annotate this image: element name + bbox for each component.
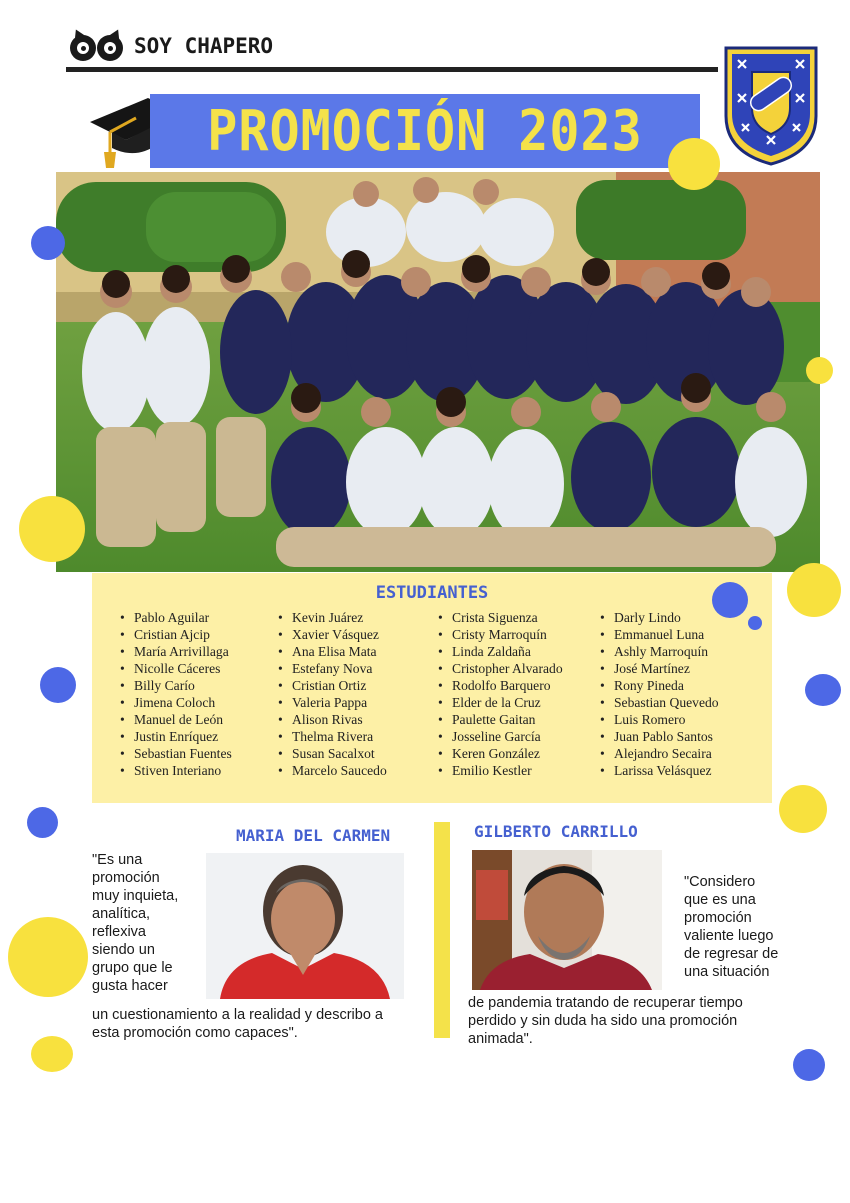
title-banner — [150, 94, 700, 168]
students-column-3 — [436, 609, 563, 779]
decorative-dot — [779, 785, 827, 833]
student-name: • Ashly Marroquín — [598, 643, 719, 660]
decorative-dot — [712, 582, 748, 618]
student-name: • Kevin Juárez — [276, 609, 387, 626]
student-name: • Justin Enríquez — [118, 728, 232, 745]
student-name: • Pablo Aguilar — [118, 609, 232, 626]
student-name: • José Martínez — [598, 660, 719, 677]
student-name: • Manuel de León — [118, 711, 232, 728]
student-name: • Nicolle Cáceres — [118, 660, 232, 677]
student-name: • Marcelo Saucedo — [276, 762, 387, 779]
student-name: • Linda Zaldaña — [436, 643, 563, 660]
teacher-2-name: GILBERTO CARRILLO — [474, 822, 638, 841]
student-name: • Susan Sacalxot — [276, 745, 387, 762]
student-name: • Emilio Kestler — [436, 762, 563, 779]
student-name: • Larissa Velásquez — [598, 762, 719, 779]
student-name: • Rodolfo Barquero — [436, 677, 563, 694]
decorative-dot — [787, 563, 841, 617]
student-name: • Crista Siguenza — [436, 609, 563, 626]
teacher-1-quote: "Es una promoción muy inquieta, analítica, reflexiva siendo un grupo que le gusta hacer — [92, 852, 179, 994]
student-name: • Estefany Nova — [276, 660, 387, 677]
decorative-dot — [40, 667, 76, 703]
students-panel — [92, 573, 772, 803]
decorative-dot — [805, 674, 841, 706]
brand-logo — [70, 28, 273, 64]
student-name: • Paulette Gaitan — [436, 711, 563, 728]
decorative-dot — [748, 616, 762, 630]
teacher-1-name: MARIA DEL CARMEN — [236, 826, 391, 845]
student-name: • Cristopher Alvarado — [436, 660, 563, 677]
student-name: • Alejandro Secaira — [598, 745, 719, 762]
student-name: • Juan Pablo Santos — [598, 728, 719, 745]
students-column-1 — [118, 609, 232, 779]
school-crest-icon — [722, 44, 820, 168]
column-divider — [434, 822, 450, 1038]
group-photo — [56, 172, 820, 572]
teacher-2-quote-tail: de pandemia tratando de recuperar tiempo perdido y sin duda ha sido una promoción animada". — [468, 995, 743, 1047]
decorative-dot — [8, 917, 88, 997]
student-name: • Sebastian Fuentes — [118, 745, 232, 762]
student-name: • Sebastian Quevedo — [598, 694, 719, 711]
decorative-dot — [31, 1036, 73, 1072]
student-name: • Darly Lindo — [598, 609, 719, 626]
teacher-1-portrait — [206, 853, 404, 999]
student-name: • Valeria Pappa — [276, 694, 387, 711]
student-name: • Stiven Interiano — [118, 762, 232, 779]
student-name: • Elder de la Cruz — [436, 694, 563, 711]
student-name: • Keren González — [436, 745, 563, 762]
header-divider — [66, 67, 718, 72]
decorative-dot — [27, 807, 58, 838]
student-name: • Cristy Marroquín — [436, 626, 563, 643]
student-name: • Ana Elisa Mata — [276, 643, 387, 660]
student-name: • Thelma Rivera — [276, 728, 387, 745]
students-column-2 — [276, 609, 387, 779]
owl-icon — [70, 29, 124, 63]
student-name: • Jimena Coloch — [118, 694, 232, 711]
student-name: • Alison Rivas — [276, 711, 387, 728]
student-name: • Cristian Ortiz — [276, 677, 387, 694]
student-name: • Billy Carío — [118, 677, 232, 694]
decorative-dot — [31, 226, 65, 260]
teacher-1-quote-tail: un cuestionamiento a la realidad y describo a esta promoción como capaces". — [92, 1007, 383, 1041]
students-column-4 — [598, 609, 719, 779]
teacher-2-quote: "Considero que es una promoción valiente luego de regresar de una situación — [684, 874, 779, 980]
decorative-dot — [19, 496, 85, 562]
student-name: • Josseline García — [436, 728, 563, 745]
page-title: PROMOCIÓN 2023 — [207, 98, 643, 164]
decorative-dot — [668, 138, 720, 190]
students-heading: ESTUDIANTES — [375, 583, 489, 603]
student-name: • Rony Pineda — [598, 677, 719, 694]
student-name: • María Arrivillaga — [118, 643, 232, 660]
student-name: • Luis Romero — [598, 711, 719, 728]
brand-name: SOY CHAPERO — [134, 34, 274, 58]
student-name: • Emmanuel Luna — [598, 626, 719, 643]
student-name: • Xavier Vásquez — [276, 626, 387, 643]
decorative-dot — [793, 1049, 825, 1081]
student-name: • Cristian Ajcip — [118, 626, 232, 643]
teacher-2-portrait — [472, 850, 662, 990]
decorative-dot — [806, 357, 833, 384]
